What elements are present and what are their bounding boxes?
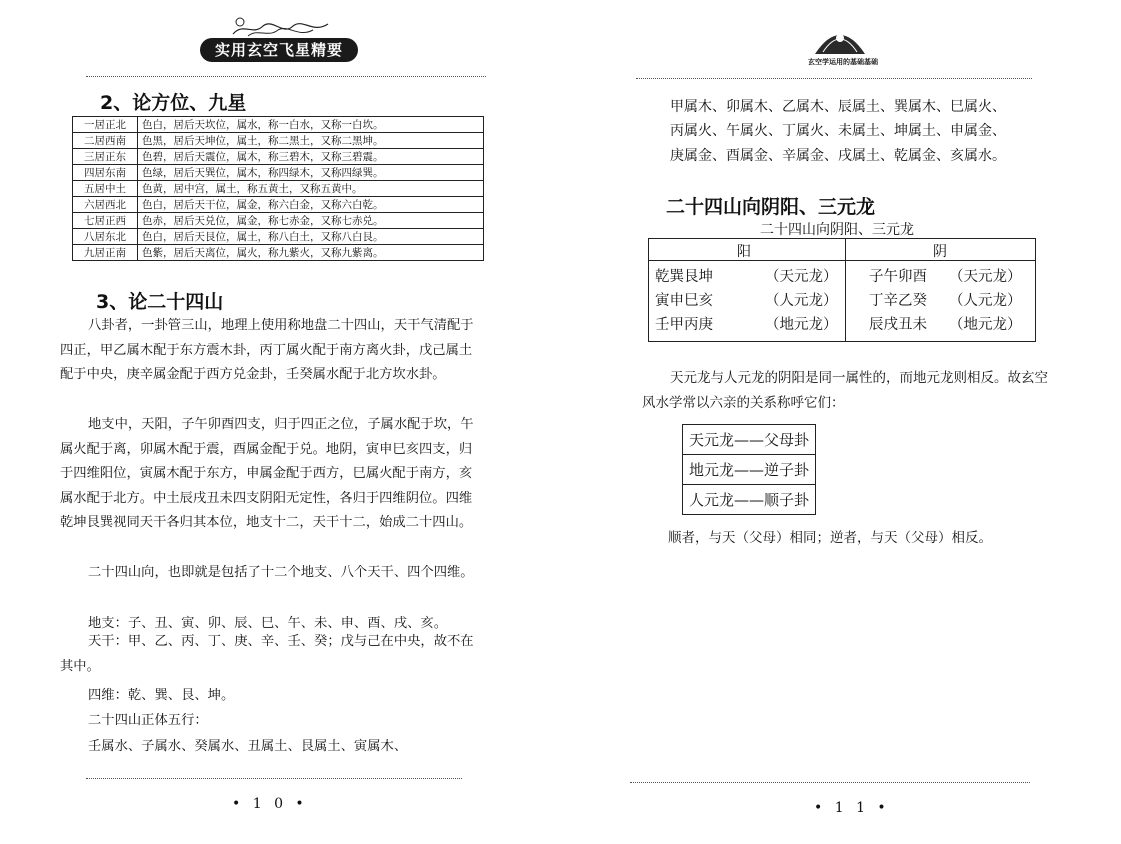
wuxing-line-2: 甲属木、卯属木、乙属木、辰属土、巽属木、巳属火、 [670,99,1006,115]
relation-row: 天元龙——父母卦 [683,425,816,455]
fangwei-description: 色紫，居后天离位，属火，称九紫火，又称九紫离。 [138,245,484,261]
fangwei-row [73,133,484,149]
fangwei-description: 色白，居后天艮位，属土，称八白土，又称八白艮。 [138,229,484,245]
header-banner: 实用玄空飞星精要 [200,38,358,62]
fangwei-description: 色白，居后天干位，属金，称六白金，又称六白乾。 [138,197,484,213]
header-tagline: 玄空学运用的基础基础 [808,57,878,66]
table-caption: 二十四山向阴阳、三元龙 [760,222,914,238]
relation-row: 地元龙——逆子卦 [683,455,816,485]
fangwei-row [73,117,484,133]
fangwei-position: 六居西北 [73,197,138,213]
relation-table [682,424,816,515]
paragraph-dizhi: 地支中，天阳，子午卯酉四支，归于四正之位，子属水配于坎，午属火配于离，卯属木配于震，酉属金配于兑。地阴，寅申巳亥四支，归于四维阳位，寅属木配于东方，申属金配于西方，巳属火配于南方，亥属水配于北方。中土辰戌丑未四支阴阳无定性，各归于四维阴位。四维乾坤艮巽视同天干各归其本位，地支十二，天干十二，始成二十四山。 [60,417,474,530]
fangwei-description: 色黄，居中宫，属土，称五黄土，又称五黄中。 [138,181,484,197]
fangwei-position: 三居正东 [73,149,138,165]
wuxing-line-3: 丙属火、午属火、丁属火、未属土、坤属土、申属金、 [670,123,1006,139]
yin-header: 阴 [933,244,947,260]
fangwei-position: 八居东北 [73,229,138,245]
siwei-list: 四维：乾、巽、艮、坤。 [88,688,235,703]
emblem-icon [811,22,869,56]
fangwei-table [72,116,484,261]
wuxing-line-1: 壬属水、子属水、癸属水、丑属土、艮属土、寅属木、 [88,739,408,754]
wuxing-title: 二十四山正体五行： [88,713,208,728]
yang-header: 阳 [737,244,751,260]
paragraph-ershisishan: 二十四山向，也即就是包括了十二个地支、八个天干、四个四维。 [88,565,474,580]
yin-dragon: （地元龙） [949,317,1022,333]
fangwei-position: 四居东南 [73,165,138,181]
relation-row: 人元龙——顺子卦 [683,485,816,515]
header-divider [86,76,486,77]
fangwei-row [73,197,484,213]
wuxing-line-4: 庚属金、酉属金、辛属金、戌属土、乾属金、亥属水。 [670,148,1006,164]
section2-heading: 2、论方位、九星 [100,92,247,114]
fangwei-row [73,245,484,261]
yin-dragon: （天元龙） [949,269,1022,285]
fangwei-row [73,149,484,165]
yang-stems: 乾巽艮坤 [655,269,713,285]
yang-stems: 寅申巳亥 [655,293,713,309]
yin-stems: 丁辛乙癸 [869,293,927,309]
yang-dragon: （天元龙） [765,269,838,285]
tiangan-list: 天干：甲、乙、丙、丁、庚、辛、壬、癸；戊与己在中央，故不在其中。 [60,634,474,674]
closing-line: 顺者，与天（父母）相同；逆者，与天（父母）相反。 [668,530,992,546]
fangwei-description: 色碧，居后天震位，属木，称三碧木，又称三碧震。 [138,149,484,165]
right-page [560,0,1121,844]
fangwei-row [73,181,484,197]
fangwei-row [73,213,484,229]
footer-divider [86,778,462,779]
yinyang-table [648,238,1036,342]
fangwei-description: 色赤，居后天兑位，属金，称七赤金，又称七赤兑。 [138,213,484,229]
left-page [0,0,560,844]
fangwei-description: 色绿，居后天巽位，属木，称四绿木，又称四绿巽。 [138,165,484,181]
fangwei-position: 七居正西 [73,213,138,229]
paragraph-bagua: 八卦者，一卦管三山，地理上使用称地盘二十四山，天干气清配于四正，甲乙属木配于东方震木卦，丙丁属火配于南方离火卦，戊己属土配于中央，庚辛属金配于西方兑金卦，壬癸属水配于北方坎水卦。 [60,318,474,382]
yang-dragon: （地元龙） [765,317,838,333]
fangwei-position: 二居西南 [73,133,138,149]
paragraph-liuqin: 天元龙与人元龙的阴阳是同一属性的，而地元龙则相反。故玄空风水学常以六亲的关系称呼它们： [642,370,1048,411]
section-heading: 二十四山向阴阳、三元龙 [666,196,876,218]
fangwei-position: 一居正北 [73,117,138,133]
page-number-left: • 1 0 • [232,796,308,812]
yang-dragon: （人元龙） [765,293,838,309]
cloud-ornament-icon [228,14,338,40]
footer-divider [630,782,1030,783]
yin-stems: 子午卯酉 [869,269,927,285]
yang-stems: 壬甲丙庚 [655,317,713,333]
fangwei-description: 色白，居后天坎位，属水，称一白水，又称一白坎。 [138,117,484,133]
yin-stems: 辰戌丑未 [869,317,927,333]
dizhi-list: 地支：子、丑、寅、卯、辰、巳、午、未、申、酉、戌、亥。 [88,616,448,631]
fangwei-position: 九居正南 [73,245,138,261]
fangwei-description: 色黑，居后天坤位，属土，称二黑土，又称二黑坤。 [138,133,484,149]
page-number-right: • 1 1 • [814,800,890,816]
fangwei-row [73,229,484,245]
fangwei-row [73,165,484,181]
section3-heading: 3、论二十四山 [96,291,224,313]
fangwei-position: 五居中土 [73,181,138,197]
yin-dragon: （人元龙） [949,293,1022,309]
header-divider [636,78,1032,79]
